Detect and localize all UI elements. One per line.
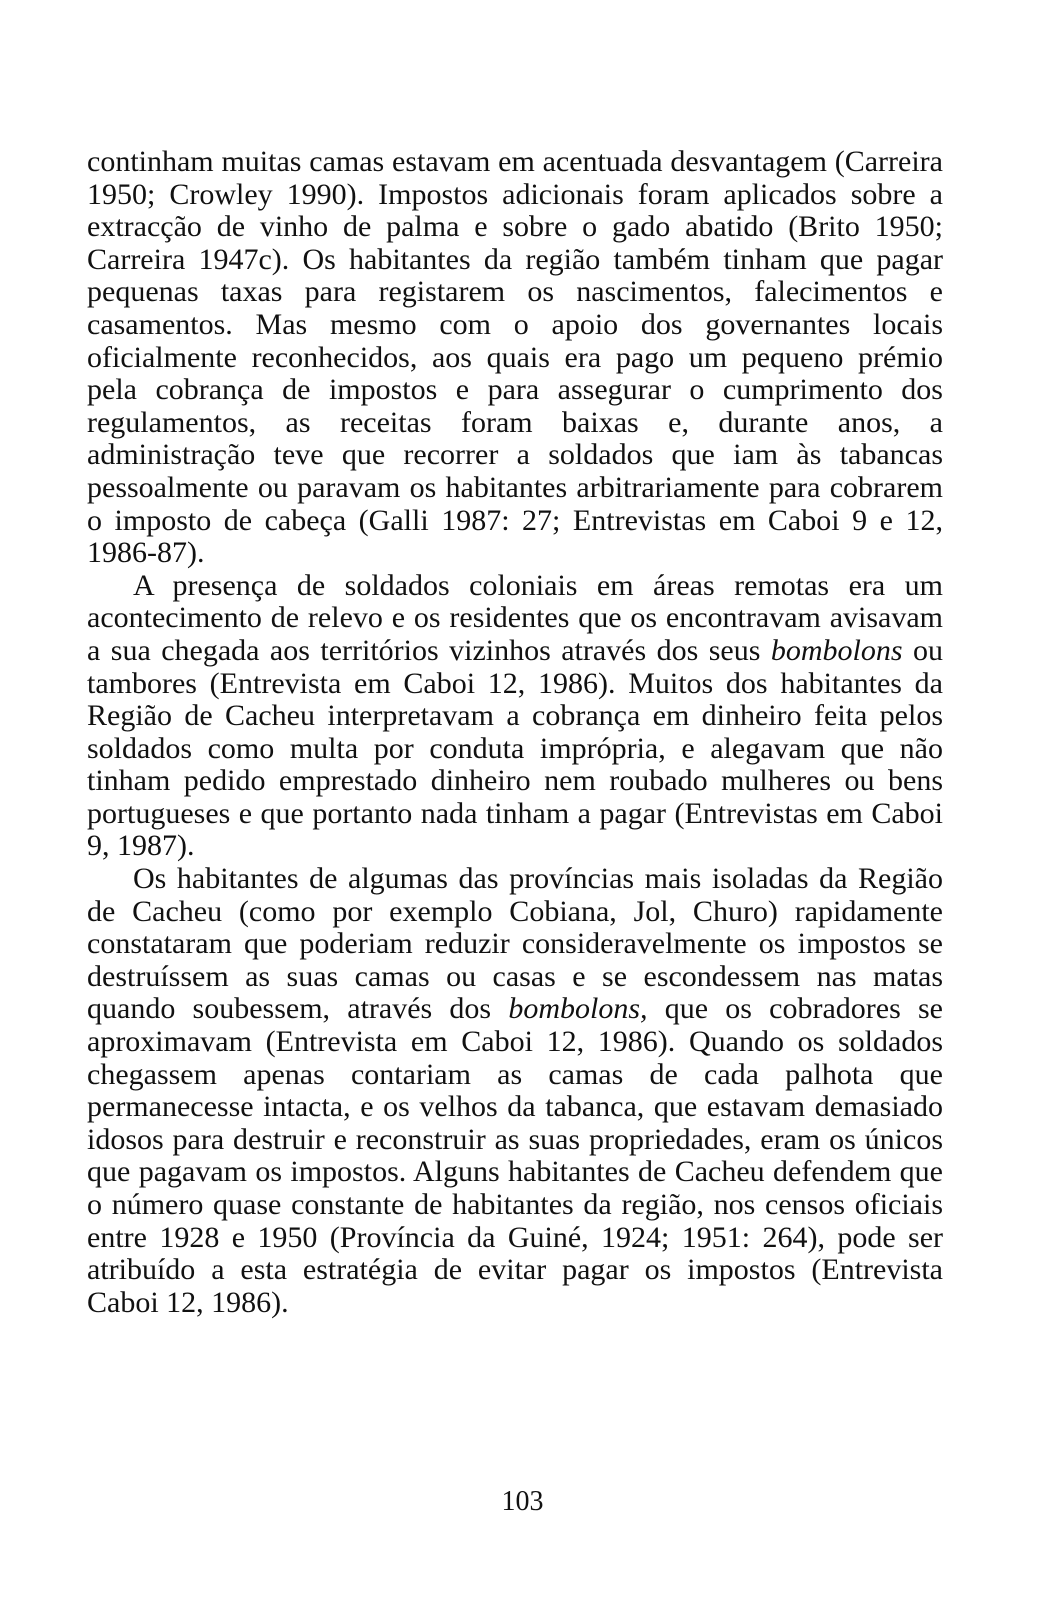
paragraph-3-text-a: Os habitantes de algumas das províncias mais isoladas da Região de Cacheu (como por exemplo Cobiana, Jol, Churo) rapidamente constataram que poderiam reduzir consideravelmente os impostos se destruíssem as suas camas ou casas e se escondessem nas matas quando soubessem, através dos	[87, 862, 943, 1026]
paragraph-2-text-b: ou tambores (Entrevista em Caboi 12, 1986). Muitos dos habitantes da Região de Cacheu interpretavam a cobrança em dinheiro feita pelos soldados como multa por conduta imprópria, e alegavam que não tinham pedido emprestado dinheiro nem roubado mulheres ou bens portugueses e que portanto nada tinham a pagar (Entrevistas em Caboi 9, 1987).	[87, 633, 943, 863]
paragraph-2-italic-term: bombolons	[770, 633, 903, 667]
paragraph-2	[87, 570, 943, 863]
paragraph-3	[87, 863, 943, 1319]
page-number: 103	[501, 1486, 544, 1517]
paragraph-2-text-a: A presença de soldados coloniais em áreas remotas era um acontecimento de relevo e os residentes que os encontravam avisavam a sua chegada aos territórios vizinhos através dos seus	[87, 568, 943, 667]
paragraph-1	[87, 146, 943, 570]
paragraph-1-text: continham muitas camas estavam em acentuada desvantagem (Carreira 1950; Crowley 1990). Impostos adicionais foram aplicados sobre a extracção de vinho de palma e sobre o gado abatido (Brito 1950; Carreira 1947c). Os habitantes da região também tinham que pagar pequenas taxas para registarem os nascimentos, falecimentos e casamentos. Mas mesmo com o apoio dos governantes locais oficialmente reconhecidos, aos quais era pago um pequeno prémio pela cobrança de impostos e para assegurar o cumprimento dos regulamentos, as receitas foram baixas e, durante anos, a administração teve que recorrer a soldados que iam às tabancas pessoalmente ou paravam os habitantes arbitrariamente para cobrarem o imposto de cabeça (Galli 1987: 27; Entrevistas em Caboi 9 e 12, 1986-87).	[87, 145, 943, 570]
paragraph-3-text-b: que os cobradores se aproximavam (Entrevista em Caboi 12, 1986). Quando os soldados chegassem apenas contariam as camas de cada palhota que permanecesse intacta, e os velhos da tabanca, que estavam demasiado idosos para destruir e reconstruir as suas propriedades, eram os únicos que pagavam os impostos. Alguns habitantes de Cacheu defendem que o número quase constante de habitantes da região, nos censos oficiais entre 1928 e 1950 (Província da Guiné, 1924; 1951: 264), pode ser atribuído a esta estratégia de evitar pagar os impostos (Entrevista Caboi 12, 1986).	[87, 992, 943, 1319]
paragraph-3-italic-term: bombolons,	[508, 992, 648, 1026]
page-body	[87, 146, 943, 1319]
